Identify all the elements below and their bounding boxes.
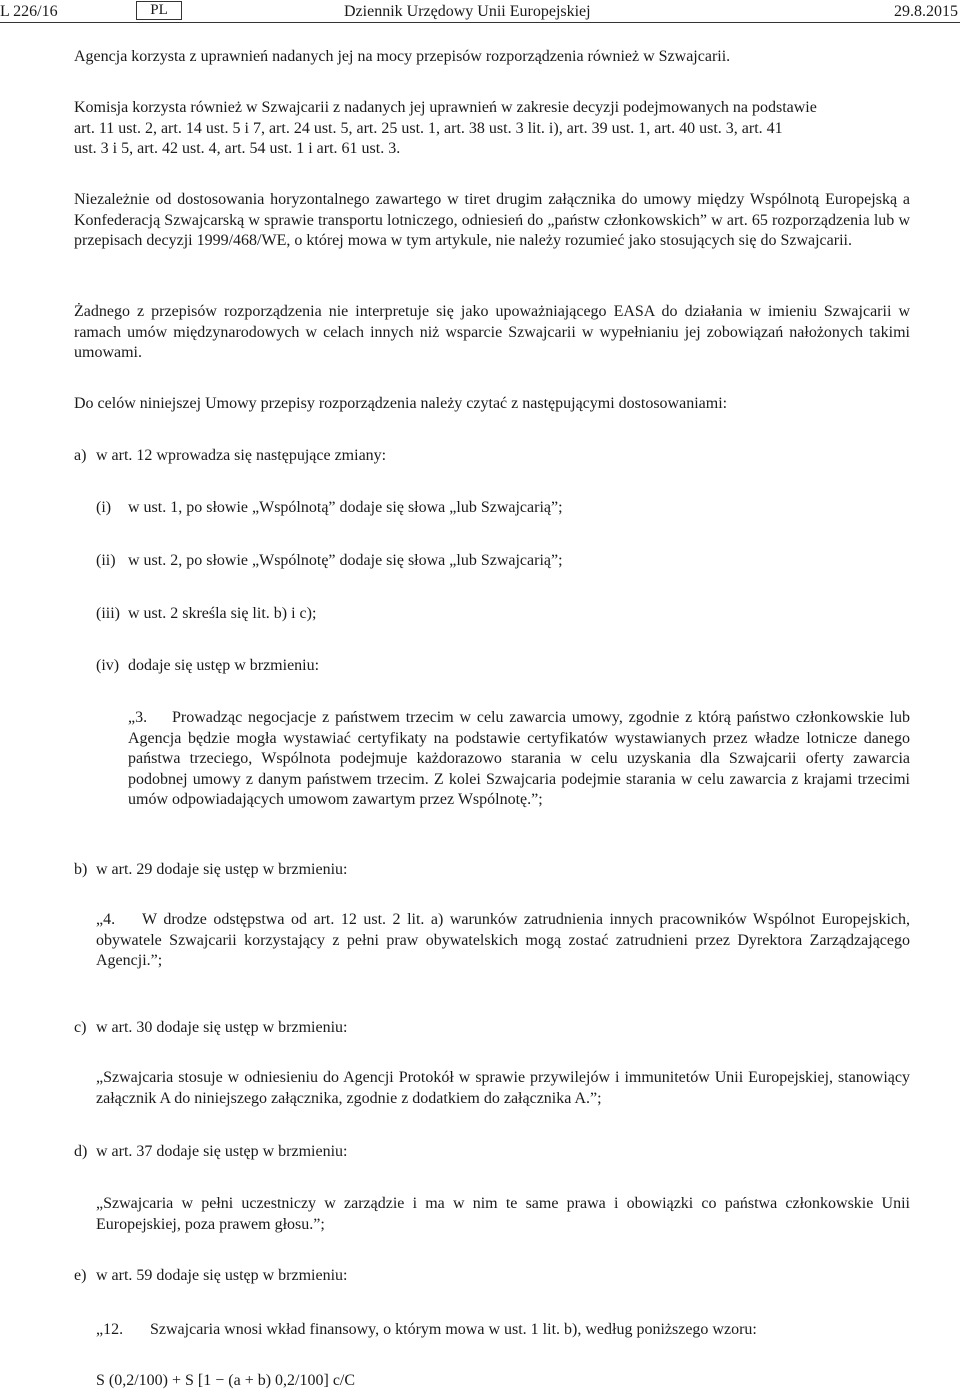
header-rule: [0, 22, 960, 23]
quote-protocol: „Szwajcaria stosuje w odniesieniu do Agencji Protokół w sprawie przywilejów i immunitetów Unii Europejskiej, stanowiący załącznik A do niniejszego załącznika, zgodnie z dodatkiem do załącznika A.”;: [96, 1069, 910, 1107]
subitem-iii-text: w ust. 2 skreśla się lit. b) i c);: [128, 605, 317, 622]
paragraph-agency: [74, 47, 910, 68]
subitem-ii-text: w ust. 2, po słowie „Wspólnotę” dodaje się słowa „lub Szwajcarią”;: [128, 552, 563, 569]
subitem-iv-text: dodaje się ustęp w brzmieniu:: [128, 657, 320, 674]
quote-number: „4.: [96, 911, 116, 928]
item-c-label: c): [74, 1019, 87, 1036]
subitem-i-label: (i): [96, 499, 112, 516]
paragraph-text: Niezależnie od dostosowania horyzontalnego zawartego w tiret drugim załącznika do umowy między Wspólnotą Europejską a Konfederacją Szwajcarską w sprawie transportu lotniczego, odniesień do „państw członkowskich” w art. 65 rozporządzenia lub w przepisach decyzji 1999/468/WE, o której mowa w tym artykule, nie należy rozumieć jako stosujących się do Szwajcarii.: [74, 191, 910, 249]
paragraph-commission: [74, 98, 910, 160]
paragraph-text: Do celów niniejszej Umowy przepisy rozporządzenia należy czytać z następującymi dostosowaniami:: [74, 395, 728, 412]
quote-paragraph-3: [128, 708, 910, 811]
paragraph-line: ust. 3 i 5, art. 42 ust. 4, art. 54 ust. 1 i art. 61 ust. 3.: [74, 140, 401, 157]
quote-number: „3.: [128, 709, 148, 726]
subitem-iv-label: (iv): [96, 657, 120, 674]
paragraph-adaptations-intro: [74, 394, 910, 415]
item-c-text: w art. 30 dodaje się ustęp w brzmieniu:: [96, 1019, 348, 1036]
item-a-text: w art. 12 wprowadza się następujące zmiany:: [96, 447, 387, 464]
journal-title: Dziennik Urzędowy Unii Europejskiej: [344, 3, 591, 20]
item-b-label: b): [74, 861, 88, 878]
paragraph-text: Żadnego z przepisów rozporządzenia nie interpretuje się jako upoważniającego EASA do działania w imieniu Szwajcarii w ramach umów międzynarodowych w celach innych niż wsparcie Szwajcarii w wypełnianiu jej zobowiązań nałożonych takimi umowami.: [74, 303, 910, 361]
subitem-iii-label: (iii): [96, 605, 120, 622]
paragraph-easa: [74, 302, 910, 364]
paragraph-line: art. 11 ust. 2, art. 14 ust. 5 i 7, art. 24 ust. 5, art. 25 ust. 1, art. 38 ust. 3 lit. i), art. 39 ust. 1, art. 40 ust. 3, art. 41: [74, 119, 783, 137]
paragraph-text: Agencja korzysta z uprawnień nadanych jej na mocy przepisów rozporządzenia również w Szwajcarii.: [74, 48, 731, 65]
publication-date: 29.8.2015: [894, 3, 958, 20]
paragraph-line: Komisja korzysta również w Szwajcarii z nadanych jej uprawnień w zakresie decyzji podejmowanych na podstawie: [74, 99, 817, 116]
quote-text: W drodze odstępstwa od art. 12 ust. 2 lit. a) warunków zatrudnienia innych pracowników Wspólnot Europejskich, obywatele Szwajcarii korzystający z pełni praw obywatelskich mogą zostać zatrudnieni przez Dyrektora Zarządzającego Agencji.”;: [96, 911, 910, 969]
page-reference: L 226/16: [0, 3, 58, 20]
subitem-i-text: w ust. 1, po słowie „Wspólnotą” dodaje się słowa „lub Szwajcarią”;: [128, 499, 563, 516]
item-d-text: w art. 37 dodaje się ustęp w brzmieniu:: [96, 1143, 348, 1160]
item-e-label: e): [74, 1267, 87, 1284]
item-e-text: w art. 59 dodaje się ustęp w brzmieniu:: [96, 1267, 348, 1284]
paragraph-horizontal-adaptation: [74, 190, 910, 252]
item-d-label: d): [74, 1143, 88, 1160]
subitem-ii-label: (ii): [96, 552, 116, 569]
item-b-text: w art. 29 dodaje się ustęp w brzmieniu:: [96, 861, 348, 878]
quote-number-12: „12.: [96, 1321, 124, 1338]
quote-management-board: „Szwajcaria w pełni uczestniczy w zarządzie i ma w nim te same prawa i obowiązki co państwa członkowskie Unii Europejskiej, poza prawem głosu.”;: [96, 1195, 910, 1233]
language-badge: PL: [136, 1, 182, 20]
quote-text: Prowadząc negocjacje z państwem trzecim w celu zawarcia umowy, zgodnie z którą państwo członkowskie lub Agencja będzie mogła wystawiać certyfikaty na podstawie certyfikatów wystawianych przez władze lotnicze danego państwa trzeciego, Wspólnota podejmuje każdorazowo starania w celu uzyskania dla Szwajcarii oferty zawarcia podobnej umowy z danym państwem trzecim. Z kolei Szwajcaria podejmie starania w celu zawarcia z krajami trzecimi umów odpowiadających umowom zawartym przez Wspólnotę.”;: [128, 709, 910, 808]
contribution-formula: S (0,2/100) + S [1 − (a + b) 0,2/100] c/C: [96, 1372, 356, 1389]
quote-financial-contribution: Szwajcaria wnosi wkład finansowy, o którym mowa w ust. 1 lit. b), według poniższego wzoru:: [150, 1321, 757, 1338]
quote-paragraph-4: [96, 910, 910, 972]
item-a-label: a): [74, 447, 87, 464]
